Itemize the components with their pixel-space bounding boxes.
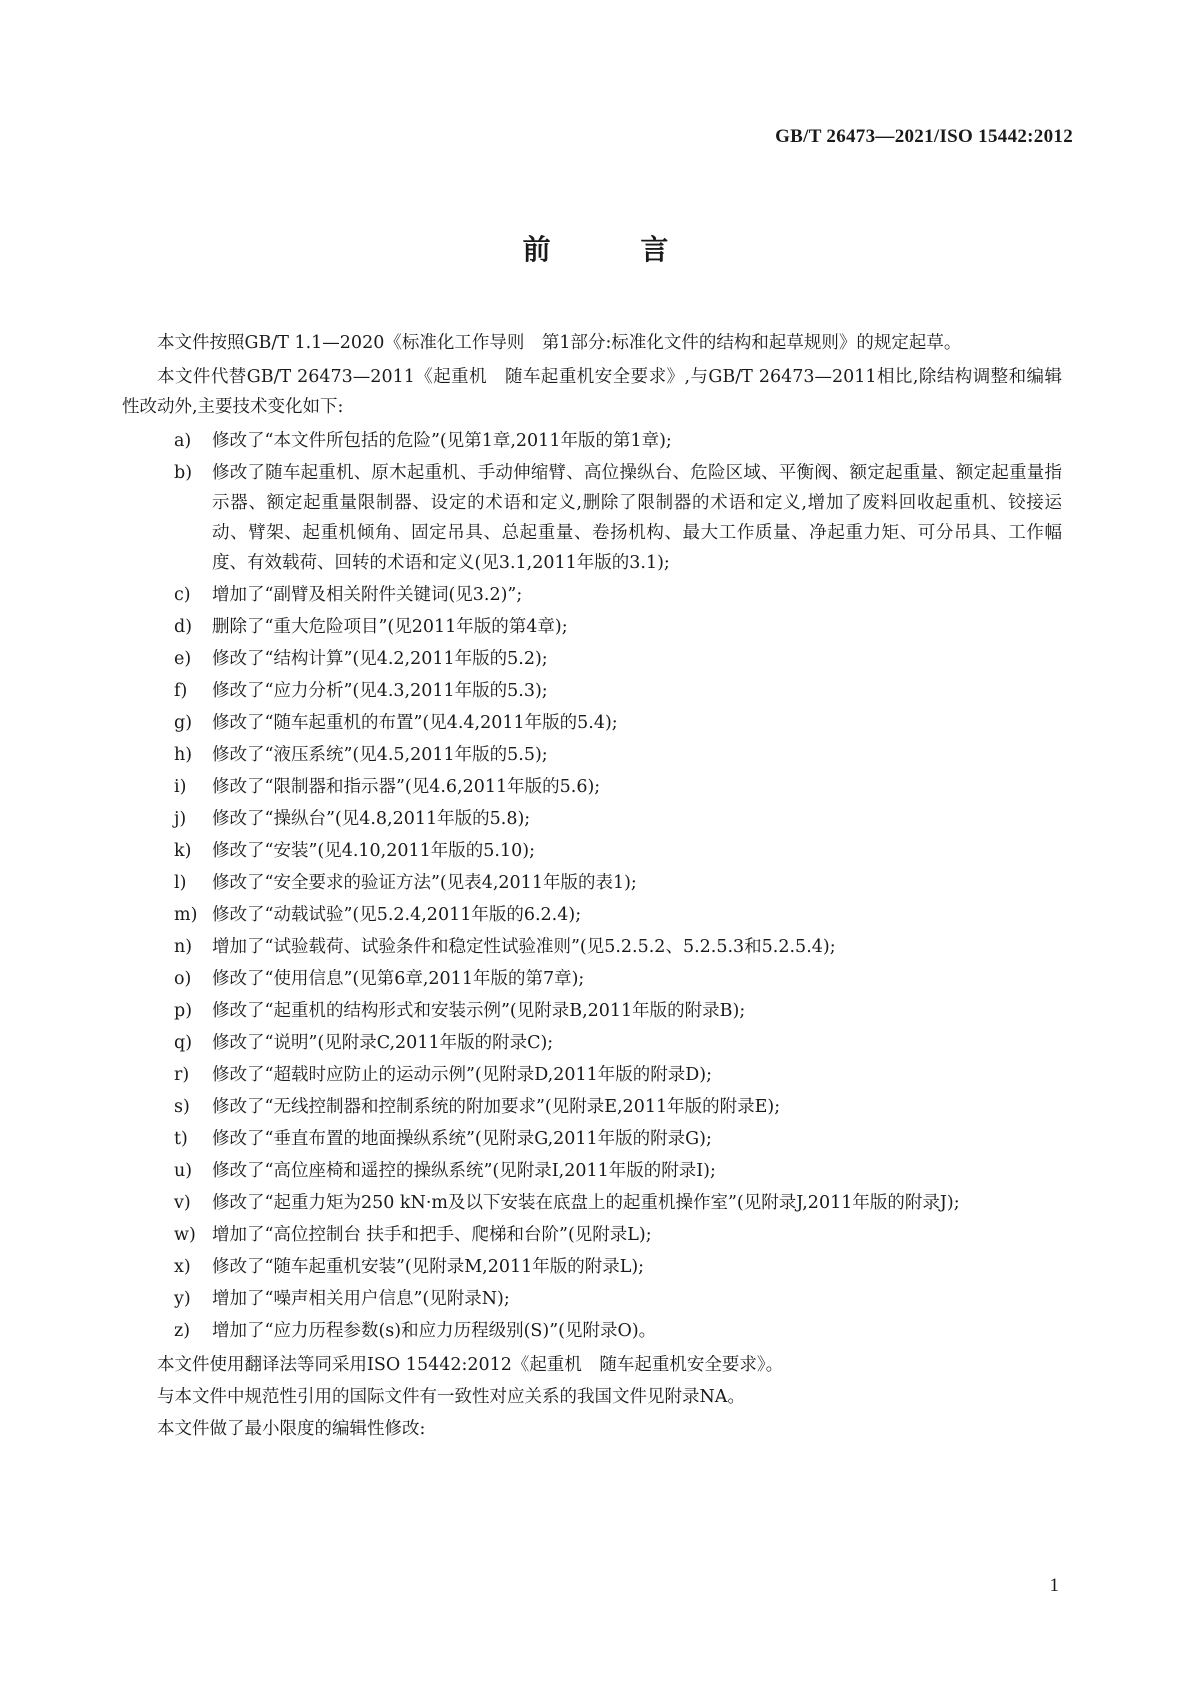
list-item-marker: j) [174, 809, 187, 829]
intro-paragraph: 本文件按照GB/T 1.1—2020《标准化工作导则 第1部分:标准化文件的结构和起草规则》的规定起草。 [157, 333, 962, 353]
list-item-text: 修改了“液压系统”(见4.5,2011年版的5.5); [212, 745, 548, 765]
list-item-text: 修改了“超载时应防止的运动示例”(见附录D,2011年版的附录D); [212, 1065, 712, 1085]
list-item-marker: q) [174, 1033, 193, 1053]
list-item [122, 644, 1062, 674]
list-item-text: 修改了“随车起重机的布置”(见4.4,2011年版的5.4); [212, 713, 618, 733]
list-item-marker: r) [174, 1065, 190, 1085]
closing-paragraph: 本文件做了最小限度的编辑性修改: [157, 1419, 426, 1439]
list-item-marker: k) [174, 841, 192, 861]
list-item-text: 修改了“起重力矩为250 kN·m及以下安装在底盘上的起重机操作室”(见附录J,2011年版的附录J); [212, 1193, 960, 1213]
list-item-marker: g) [174, 713, 193, 733]
list-item-marker: l) [174, 873, 187, 893]
list-item-marker: u) [174, 1161, 193, 1181]
list-item-marker: c) [174, 585, 191, 605]
list-item [122, 426, 1062, 456]
list-item-text: 修改了“结构计算”(见4.2,2011年版的5.2); [212, 649, 548, 669]
list-item-marker: y) [174, 1289, 191, 1309]
page-title: 前 言 [522, 233, 709, 266]
list-item [122, 1124, 1062, 1154]
list-item [122, 740, 1062, 770]
list-item-text: 修改了“起重机的结构形式和安装示例”(见附录B,2011年版的附录B); [212, 1001, 746, 1021]
list-item-text: 修改了“安装”(见4.10,2011年版的5.10); [212, 841, 535, 861]
list-item [122, 900, 1062, 930]
changes-list [122, 426, 1062, 1346]
list-item [122, 772, 1062, 802]
list-item [122, 1092, 1062, 1122]
list-item-marker: z) [174, 1321, 191, 1341]
list-item-text: 修改了“随车起重机安装”(见附录M,2011年版的附录L); [212, 1257, 645, 1277]
list-item [122, 868, 1062, 898]
list-item-marker: s) [174, 1097, 190, 1117]
list-item [122, 1028, 1062, 1058]
list-item-text: 增加了“应力历程参数(s)和应力历程级别(S)”(见附录O)。 [212, 1321, 657, 1341]
list-item-text: 修改了“无线控制器和控制系统的附加要求”(见附录E,2011年版的附录E); [212, 1097, 781, 1117]
closing-paragraph: 与本文件中规范性引用的国际文件有一致性对应关系的我国文件见附录NA。 [157, 1387, 745, 1407]
list-item-text: 修改了随车起重机、原木起重机、手动伸缩臂、高位操纵台、危险区域、平衡阀、额定起重量、额定起重量指示器、额定起重量限制器、设定的术语和定义,删除了限制器的术语和定义,增加了废料回收起重机、铰接运动、臂架、起重机倾角、固定吊具、总起重量、卷扬机构、最大工作质量、净起重力矩、可分吊具、工作幅度、有效载荷、回转的术语和定义(见3.1,2011年版的3.1); [212, 463, 1062, 573]
list-item-marker: a) [174, 431, 192, 451]
list-item-marker: i) [174, 777, 187, 797]
page-number: 1 [1049, 1575, 1059, 1596]
list-item-marker: d) [174, 617, 193, 637]
list-item [122, 1060, 1062, 1090]
list-item [122, 1156, 1062, 1186]
list-item [122, 1316, 1062, 1346]
list-item [122, 836, 1062, 866]
list-item-marker: h) [174, 745, 193, 765]
list-item-text: 修改了“应力分析”(见4.3,2011年版的5.3); [212, 681, 548, 701]
list-item [122, 676, 1062, 706]
list-item-marker: b) [174, 463, 193, 483]
closing-paragraph: 本文件使用翻译法等同采用ISO 15442:2012《起重机 随车起重机安全要求》。 [157, 1355, 784, 1375]
document-body [122, 328, 1062, 1446]
list-item [122, 458, 1062, 578]
list-item-marker: o) [174, 969, 192, 989]
list-item-text: 修改了“动载试验”(见5.2.4,2011年版的6.2.4); [212, 905, 582, 925]
list-item-text: 修改了“限制器和指示器”(见4.6,2011年版的5.6); [212, 777, 601, 797]
list-item-marker: n) [174, 937, 193, 957]
list-item-marker: m) [174, 905, 198, 925]
list-item [122, 580, 1062, 610]
list-item-text: 修改了“操纵台”(见4.8,2011年版的5.8); [212, 809, 531, 829]
list-item-text: 修改了“垂直布置的地面操纵系统”(见附录G,2011年版的附录G); [212, 1129, 712, 1149]
list-item [122, 1220, 1062, 1250]
list-item [122, 996, 1062, 1026]
list-item-text: 增加了“高位控制台 扶手和把手、爬梯和台阶”(见附录L); [212, 1225, 652, 1245]
list-item-text: 修改了“说明”(见附录C,2011年版的附录C); [212, 1033, 554, 1053]
list-item [122, 1284, 1062, 1314]
list-item [122, 612, 1062, 642]
list-item-text: 修改了“使用信息”(见第6章,2011年版的第7章); [212, 969, 585, 989]
list-item-marker: p) [174, 1001, 193, 1021]
list-item [122, 964, 1062, 994]
list-item [122, 932, 1062, 962]
list-item [122, 804, 1062, 834]
list-item-text: 修改了“本文件所包括的危险”(见第1章,2011年版的第1章); [212, 431, 672, 451]
list-item-marker: e) [174, 649, 192, 669]
list-item [122, 1252, 1062, 1282]
list-item-marker: v) [174, 1193, 191, 1213]
list-item-text: 增加了“噪声相关用户信息”(见附录N); [212, 1289, 510, 1309]
list-item [122, 1188, 1062, 1218]
standard-code: GB/T 26473—2021/ISO 15442:2012 [775, 126, 1073, 147]
list-item-marker: w) [174, 1225, 196, 1245]
list-item [122, 708, 1062, 738]
list-item-text: 修改了“安全要求的验证方法”(见表4,2011年版的表1); [212, 873, 637, 893]
list-item-text: 删除了“重大危险项目”(见2011年版的第4章); [212, 617, 568, 637]
list-item-marker: t) [174, 1129, 188, 1149]
intro-paragraph: 本文件代替GB/T 26473—2011《起重机 随车起重机安全要求》,与GB/T 26473—2011相比,除结构调整和编辑性改动外,主要技术变化如下: [122, 367, 1062, 417]
list-item-marker: f) [174, 681, 188, 701]
list-item-marker: x) [174, 1257, 191, 1277]
list-item-text: 增加了“试验载荷、试验条件和稳定性试验准则”(见5.2.5.2、5.2.5.3和5.2.5.4); [212, 937, 836, 957]
list-item-text: 增加了“副臂及相关附件关键词(见3.2)”; [212, 585, 523, 605]
list-item-text: 修改了“高位座椅和遥控的操纵系统”(见附录I,2011年版的附录I); [212, 1161, 716, 1181]
